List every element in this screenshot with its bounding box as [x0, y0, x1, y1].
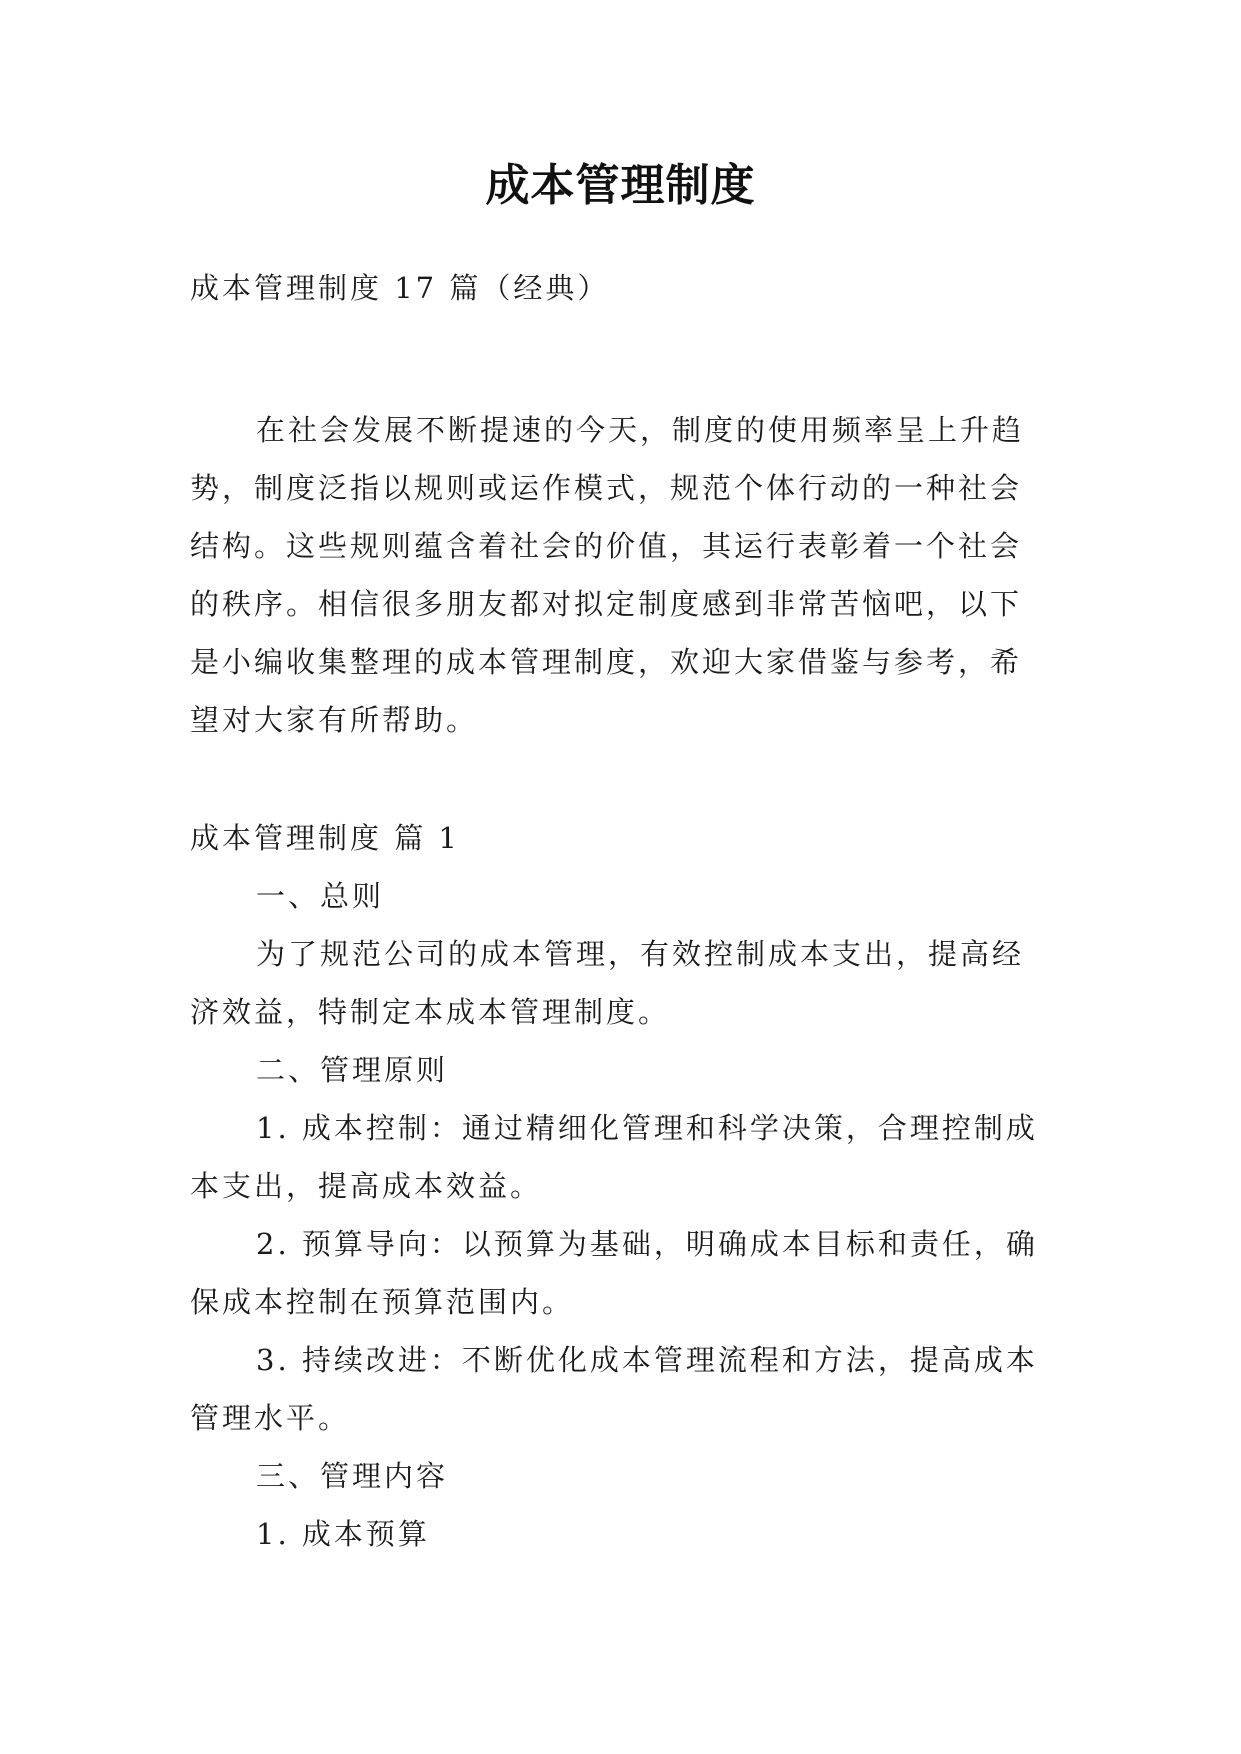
intro-paragraph: 在社会发展不断提速的今天，制度的使用频率呈上升趋势，制度泛指以规则或运作模式，规范个体行动的一种社会结构。这些规则蕴含着社会的价值，其运行表彰着一个社会的秩序。相信很多朋友都对拟定制度感到非常苦恼吧，以下是小编收集整理的成本管理制度，欢迎大家借鉴与参考，希望对大家有所帮助。	[190, 413, 1025, 737]
heading-management-content: 三、管理内容	[256, 1459, 449, 1493]
section-title: 成本管理制度 篇 1	[190, 821, 460, 855]
list-item-continuous-improvement: 3. 持续改进：不断优化成本管理流程和方法，提高成本管理水平。	[190, 1343, 1038, 1435]
list-item-cost-control: 1. 成本控制：通过精细化管理和科学决策，合理控制成本支出，提高成本效益。	[190, 1111, 1038, 1203]
document-title: 成本管理制度	[485, 160, 756, 211]
body-paragraph: 为了规范公司的成本管理，有效控制成本支出，提高经济效益，特制定本成本管理制度。	[190, 937, 1025, 1029]
document-subtitle: 成本管理制度 17 篇（经典）	[190, 271, 610, 305]
sub-item-cost-budget: 1. 成本预算	[256, 1517, 430, 1551]
list-item-budget-orientation: 2. 预算导向：以预算为基础，明确成本目标和责任，确保成本控制在预算范围内。	[190, 1227, 1038, 1319]
heading-management-principles: 二、管理原则	[256, 1053, 449, 1087]
heading-general-provisions: 一、总则	[256, 879, 385, 913]
